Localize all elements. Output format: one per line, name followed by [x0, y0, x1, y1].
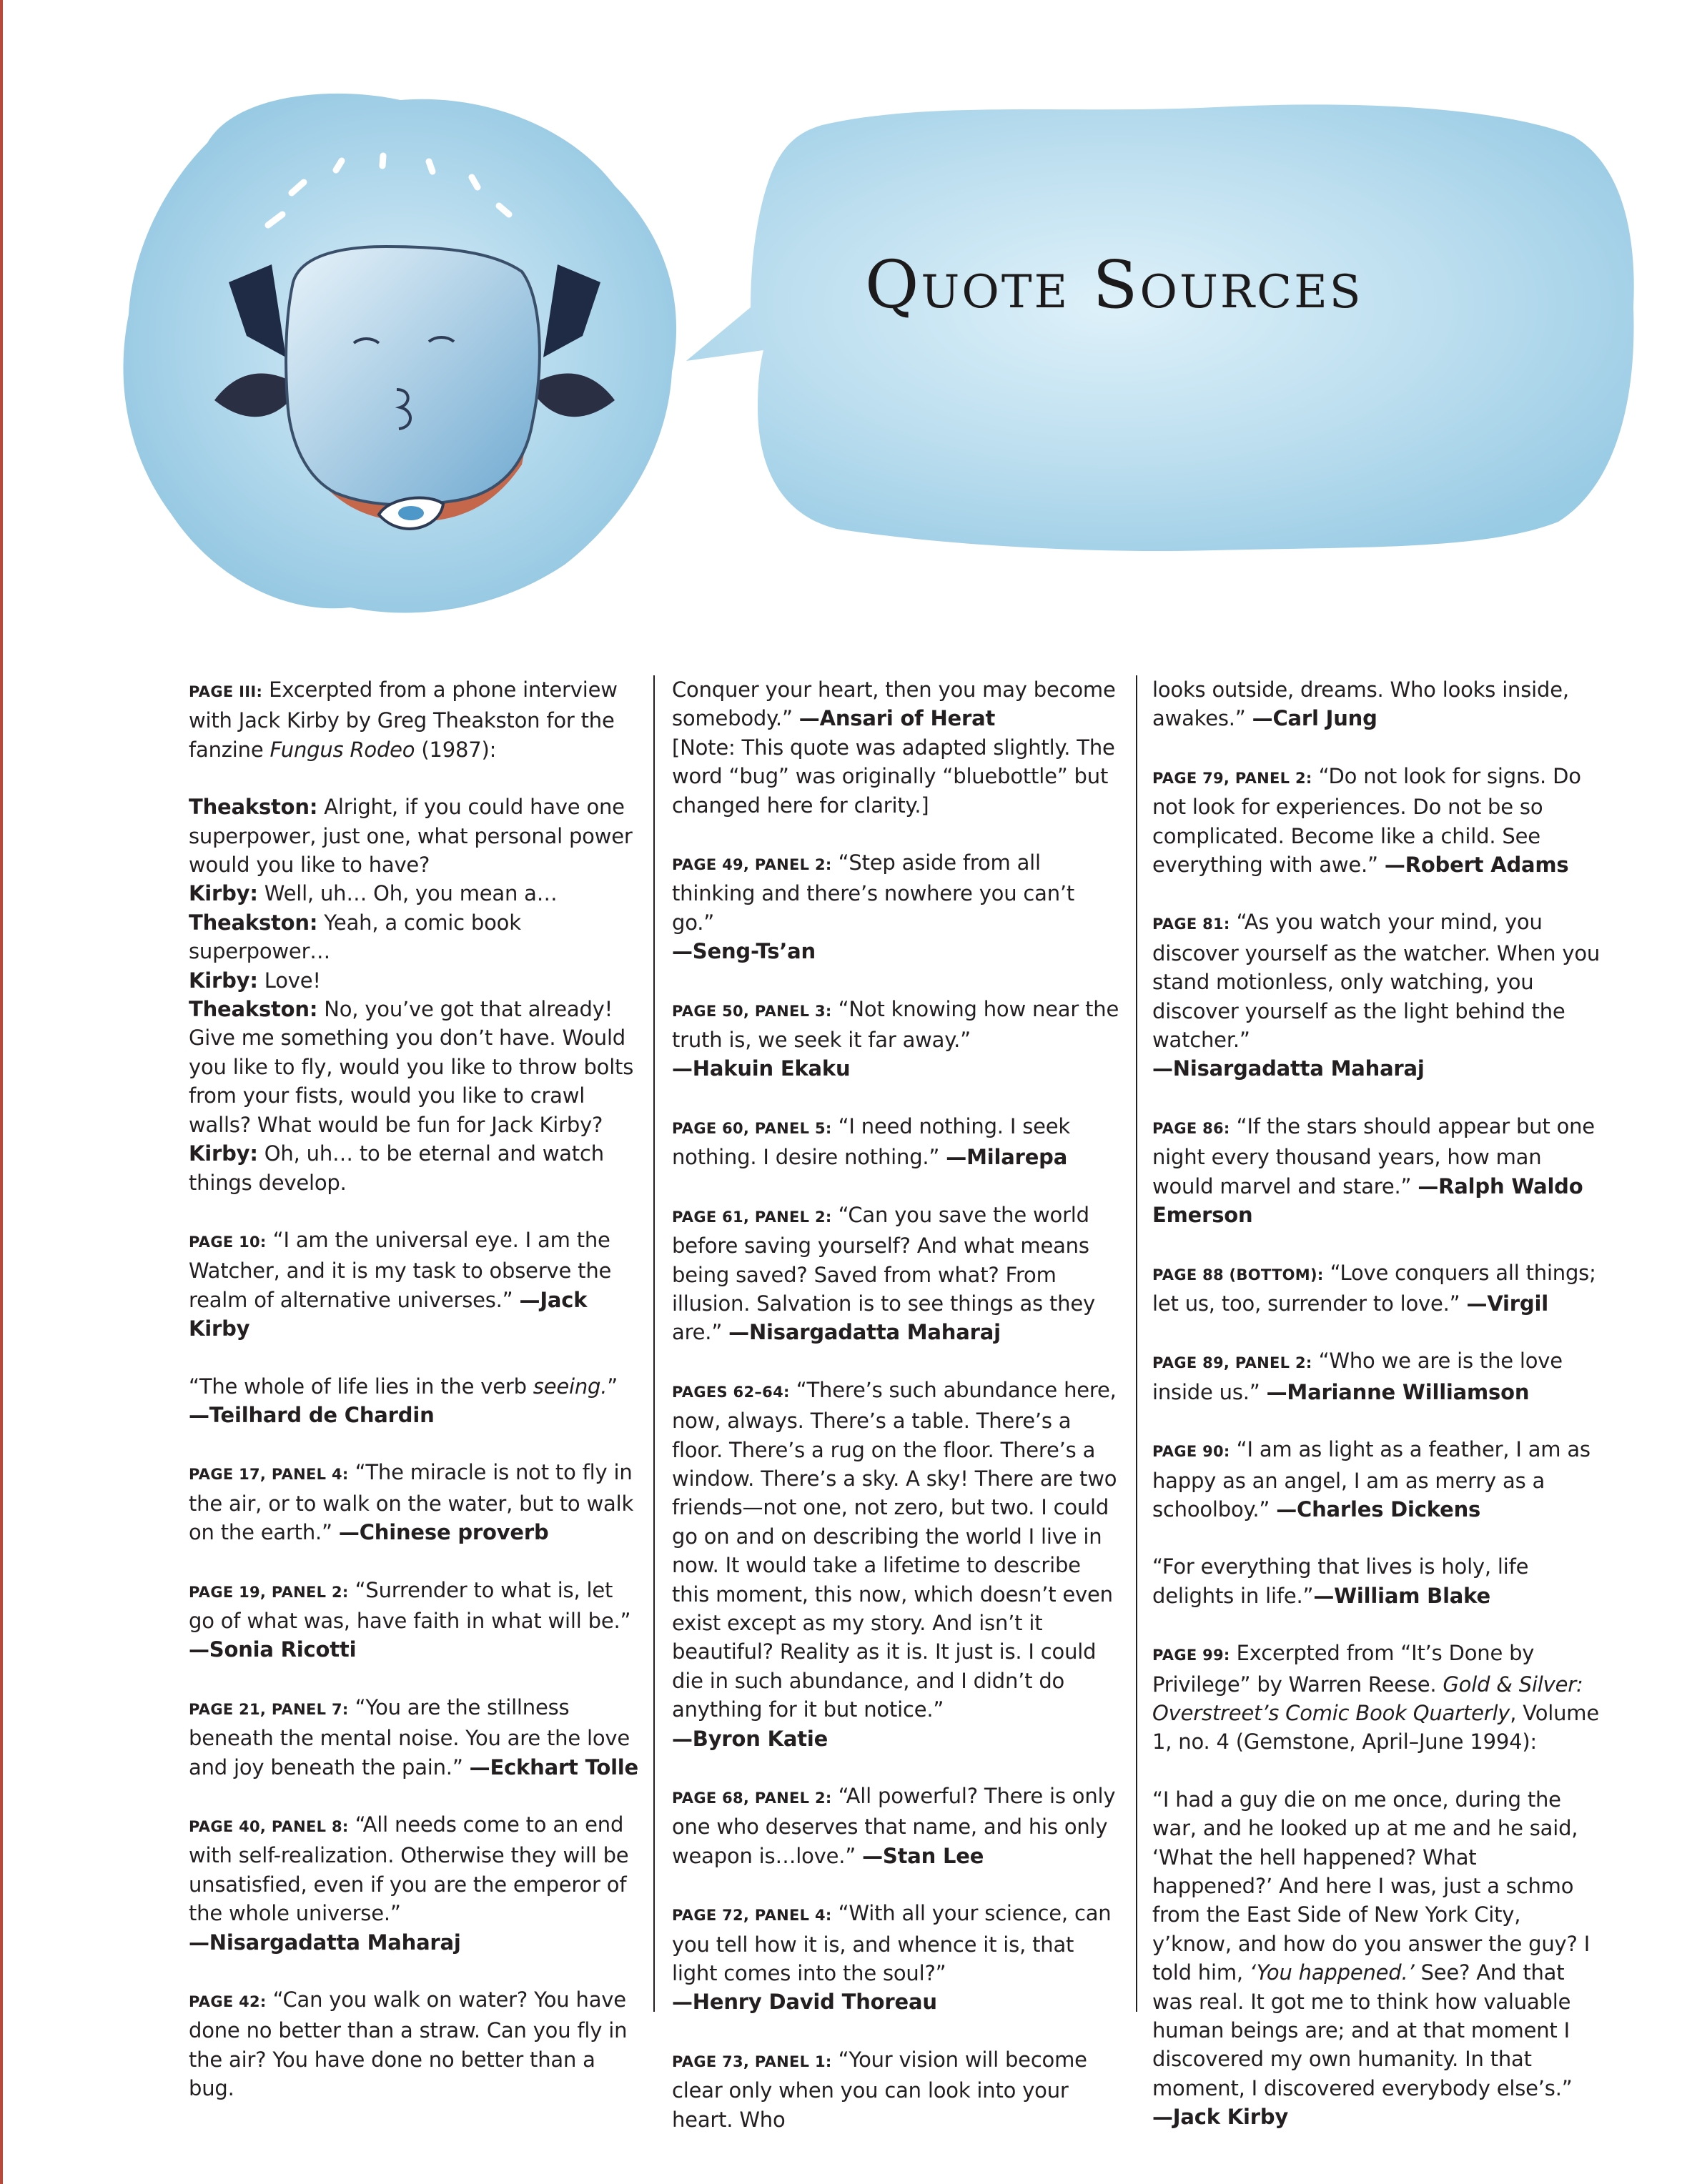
quote-text: “Who we are is the love inside us.”: [1152, 1349, 1563, 1404]
column-divider: [1136, 675, 1137, 2012]
quote-entry: [1152, 1112, 1603, 1230]
quote-attribution: —Seng-Ts’an: [672, 939, 816, 964]
quote-text: “Your vision will become clear only when you can look into your heart. Who: [672, 2047, 1087, 2132]
quote-text: “Step aside from all thinking and there’s nowhere you can’t go.”: [672, 850, 1075, 935]
dialogue-line: Love!: [257, 968, 321, 993]
quote-attribution: —Robert Adams: [1384, 853, 1569, 878]
quote-text: “I am as light as a feather, I am as happy as an angel, I am as merry as a schoolboy.”: [1152, 1437, 1590, 1522]
page-reference: PAGE 79, PANEL 2:: [1152, 769, 1312, 787]
quote-entry: [672, 995, 1122, 1083]
quote-text: “Not knowing how near the truth is, we seek it far away.”: [672, 996, 1119, 1053]
page-reference: PAGE 49, PANEL 2:: [672, 856, 832, 874]
quote-entry: [1152, 1346, 1603, 1406]
quote-attribution: —Milarepa: [946, 1145, 1068, 1170]
speaker-name: Kirby:: [189, 968, 258, 993]
quote-text: “Love conquers all things; let us, too, surrender to love.”: [1152, 1260, 1596, 1316]
page-reference: PAGE 10:: [189, 1233, 267, 1251]
quote-text: “All needs come to an end with self-realization. Otherwise they will be unsatisfied, even if you are the emperor of the whole universe.”: [189, 1812, 629, 1926]
quote-text: “I need nothing. I seek nothing. I desire nothing.”: [672, 1113, 1070, 1170]
quote-text: looks outside, dreams. Who looks inside, awakes.”: [1152, 677, 1569, 731]
page-reference: PAGE 88 (BOTTOM):: [1152, 1266, 1324, 1284]
page-reference: PAGES 62–64:: [672, 1383, 790, 1401]
column-divider: [653, 675, 655, 2012]
quote-text: “There’s such abundance here, now, always. There’s a table. There’s a floor. There’s a rug on the floor. There’s a window. There’s a sky. A sky! There are two friends—not one, not zero, but two. I could go on and on describing the world I live in now. It would take a lifetime to describe this moment, this now, which doesn’t even exist except as my story. And isn’t it beautiful? Reality as it is. It just is. I could die in such abundance, and I didn’t do anything for it but notice.”: [672, 1377, 1117, 1722]
quote-text: “For everything that lives is holy, life delights in life.”: [1152, 1554, 1529, 1608]
quote-attribution: —Ralph Waldo Emerson: [1152, 1173, 1583, 1228]
quote-entry: [1152, 1785, 1603, 2132]
quote-attribution: —Jack Kirby: [189, 1287, 588, 1341]
quote-attribution: —Nisargadatta Maharaj: [728, 1320, 1001, 1345]
quote-entry: [672, 1376, 1122, 1753]
page-reference: PAGE III:: [189, 683, 263, 700]
quote-entry: [189, 1372, 639, 1430]
quote-text: “Do not look for signs. Do not look for experiences. Do not be so complicated. Become like a child. See everything with awe.”: [1152, 763, 1581, 878]
quote-entry: [672, 1899, 1122, 2017]
entry-text: Excerpted from “It’s Done by Privilege” by Warren Reese.: [1152, 1641, 1535, 1697]
interview-dialogue: [189, 793, 639, 1197]
quote-text: “The miracle is not to fly in the air, or to walk on the water, but to walk on the earth.”: [189, 1460, 634, 1545]
page-reference: PAGE 90:: [1152, 1443, 1230, 1461]
dialogue-line: Yeah, a comic book superpower…: [189, 910, 521, 964]
work-title: Fungus Rodeo: [269, 737, 415, 762]
page-reference: PAGE 50, PANEL 3:: [672, 1002, 832, 1020]
quote-attribution: —Jack Kirby: [1152, 2105, 1289, 2130]
speaker-name: Theakston:: [189, 795, 318, 820]
quote-text: “Surrender to what is, let go of what was, have faith in what will be.”: [189, 1577, 631, 1633]
speaker-name: Kirby:: [189, 1141, 258, 1166]
speaker-name: Theakston:: [189, 910, 318, 935]
quote-attribution: —Ansari of Herat: [798, 706, 996, 731]
page-reference: PAGE 42:: [189, 1993, 267, 2011]
quote-entry: [1152, 908, 1603, 1083]
quote-entry: [672, 1782, 1122, 1870]
page-reference: PAGE 19, PANEL 2:: [189, 1583, 349, 1601]
quote-entry: [1152, 675, 1603, 733]
quote-entry: [189, 1576, 639, 1664]
quote-entry: [189, 1810, 639, 1957]
work-title: Gold & Silver: Overstreet’s Comic Book Quarterly: [1152, 1672, 1583, 1725]
speaker-name: Theakston:: [189, 997, 318, 1022]
quote-attribution: —Chinese proverb: [338, 1520, 549, 1545]
quote-entry: [189, 675, 639, 764]
quote-entry: [1152, 1639, 1603, 1757]
quote-text: “Can you walk on water? You have done no better than a straw. Can you fly in the air? You have done no better than a bug.: [189, 1987, 628, 2101]
quote-emphasis: ‘You happened.’: [1249, 1960, 1415, 1985]
quote-entry: [189, 1693, 639, 1782]
quote-attribution: —Marianne Williamson: [1266, 1379, 1530, 1404]
dialogue-line: Oh, uh… to be eternal and watch things develop.: [189, 1141, 604, 1195]
page-reference: PAGE 68, PANEL 2:: [672, 1790, 832, 1807]
quote-attribution: —Teilhard de Chardin: [189, 1402, 435, 1427]
quote-attribution: —Carl Jung: [1252, 706, 1377, 731]
quote-entry: [189, 1458, 639, 1547]
dialogue-line: Alright, if you could have one superpower, just one, what personal power would you like to have?: [189, 795, 633, 878]
quote-text: See? And that was real. It got me to think how valuable human beings are; and at that moment I discovered my own humanity. In that moment, I discovered everybody else’s.”: [1152, 1960, 1573, 2100]
quote-entry: [1152, 1435, 1603, 1524]
quote-text: “Can you save the world before saving yourself? And what means being saved? Saved from what? From illusion. Salvation is to see things as they are.”: [672, 1202, 1095, 1345]
quote-entry: [672, 848, 1122, 966]
quote-entry: [672, 1201, 1122, 1347]
dialogue-line: Well, uh… Oh, you mean a…: [257, 881, 558, 906]
quote-text: “As you watch your mind, you discover yourself as the watcher. When you stand motionless, only watching, you discover yourself as the light behind the watcher.”: [1152, 910, 1601, 1053]
page-reference: PAGE 81:: [1152, 915, 1230, 933]
quote-text: “The whole of life lies in the verb: [189, 1374, 533, 1399]
quote-attribution: —Byron Katie: [672, 1726, 828, 1751]
entry-text: , Volume 1, no. 4 (Gemstone, April–June 1994):: [1152, 1700, 1599, 1754]
column-3: [1152, 675, 1603, 2133]
quote-attribution: —Nisargadatta Maharaj: [1152, 1056, 1425, 1081]
page-reference: PAGE 86:: [1152, 1119, 1230, 1137]
page-reference: PAGE 89, PANEL 2:: [1152, 1354, 1312, 1372]
quote-emphasis: seeing.: [533, 1374, 608, 1399]
quote-attribution: —Charles Dickens: [1276, 1496, 1481, 1522]
quote-attribution: —William Blake: [1313, 1583, 1490, 1608]
quote-attribution: —Hakuin Ekaku: [672, 1056, 851, 1081]
quote-entry: [1152, 762, 1603, 880]
column-1: [189, 675, 639, 2133]
quote-entry: [189, 1226, 639, 1344]
quote-text: “All powerful? There is only one who deserves that name, and his only weapon is…love.”: [672, 1784, 1116, 1868]
quote-entry: [672, 2045, 1122, 2133]
column-2: [672, 675, 1122, 2133]
page-reference: PAGE 61, PANEL 2:: [672, 1208, 832, 1226]
entry-text: Excerpted from a phone interview with Jack Kirby by Greg Theakston for the fanzine: [189, 677, 618, 762]
quote-attribution: —Stan Lee: [862, 1843, 984, 1868]
quote-text: Conquer your heart, then you may become somebody.”: [672, 677, 1116, 731]
quote-attribution: —Virgil: [1466, 1291, 1548, 1316]
quote-attribution: —Eckhart Tolle: [469, 1754, 639, 1780]
quote-entry: [189, 1985, 639, 2103]
quote-entry: [1152, 1259, 1603, 1319]
quote-entry: [1152, 1552, 1603, 1610]
quote-attribution: —Nisargadatta Maharaj: [189, 1930, 461, 1955]
entry-text: (1987):: [415, 737, 497, 762]
quote-text: “With all your science, can you tell how it is, and whence it is, that light comes into the soul?”: [672, 1901, 1112, 1986]
quote-attribution: —Sonia Ricotti: [189, 1637, 357, 1662]
page-reference: PAGE 40, PANEL 8:: [189, 1818, 349, 1835]
quote-entry: [672, 675, 1122, 820]
quote-text: “I am the universal eye. I am the Watcher, and it is my task to observe the realm of alternative universes.”: [189, 1227, 612, 1312]
editorial-note: [Note: This quote was adapted slightly. The word “bug” was originally “bluebottle” but changed here for clarity.]: [672, 735, 1115, 818]
quote-attribution: —Henry David Thoreau: [672, 1990, 937, 2015]
page-reference: PAGE 73, PANEL 1:: [672, 2053, 832, 2070]
page-reference: PAGE 17, PANEL 4:: [189, 1466, 349, 1484]
quote-text: ”: [607, 1374, 618, 1399]
quote-text: “You are the stillness beneath the mental noise. You are the love and joy beneath the pain.”: [189, 1694, 630, 1780]
page-reference: PAGE 72, PANEL 4:: [672, 1907, 832, 1925]
quote-text: “If the stars should appear but one night every thousand years, how man would marvel and stare.”: [1152, 1113, 1595, 1198]
speaker-name: Kirby:: [189, 881, 258, 906]
page-reference: PAGE 99:: [1152, 1647, 1230, 1664]
page-title: Quote Sources: [865, 247, 1363, 323]
page-reference: PAGE 60, PANEL 5:: [672, 1119, 832, 1137]
quote-entry: [672, 1112, 1122, 1172]
page-reference: PAGE 21, PANEL 7:: [189, 1700, 349, 1718]
quote-text: “I had a guy die on me once, during the war, and he looked up at me and he said, ‘What the hell happened? What happened?’ And here I was, just a schmo from the East Side of New York City, y’know, and how do you answer the guy? I told him,: [1152, 1787, 1590, 1985]
dialogue-line: No, you’ve got that already! Give me something you don’t have. Would you like to fly, would you like to throw bolts from your fists, would you like to crawl walls? What would be fun for Jack Kirby?: [189, 997, 634, 1137]
